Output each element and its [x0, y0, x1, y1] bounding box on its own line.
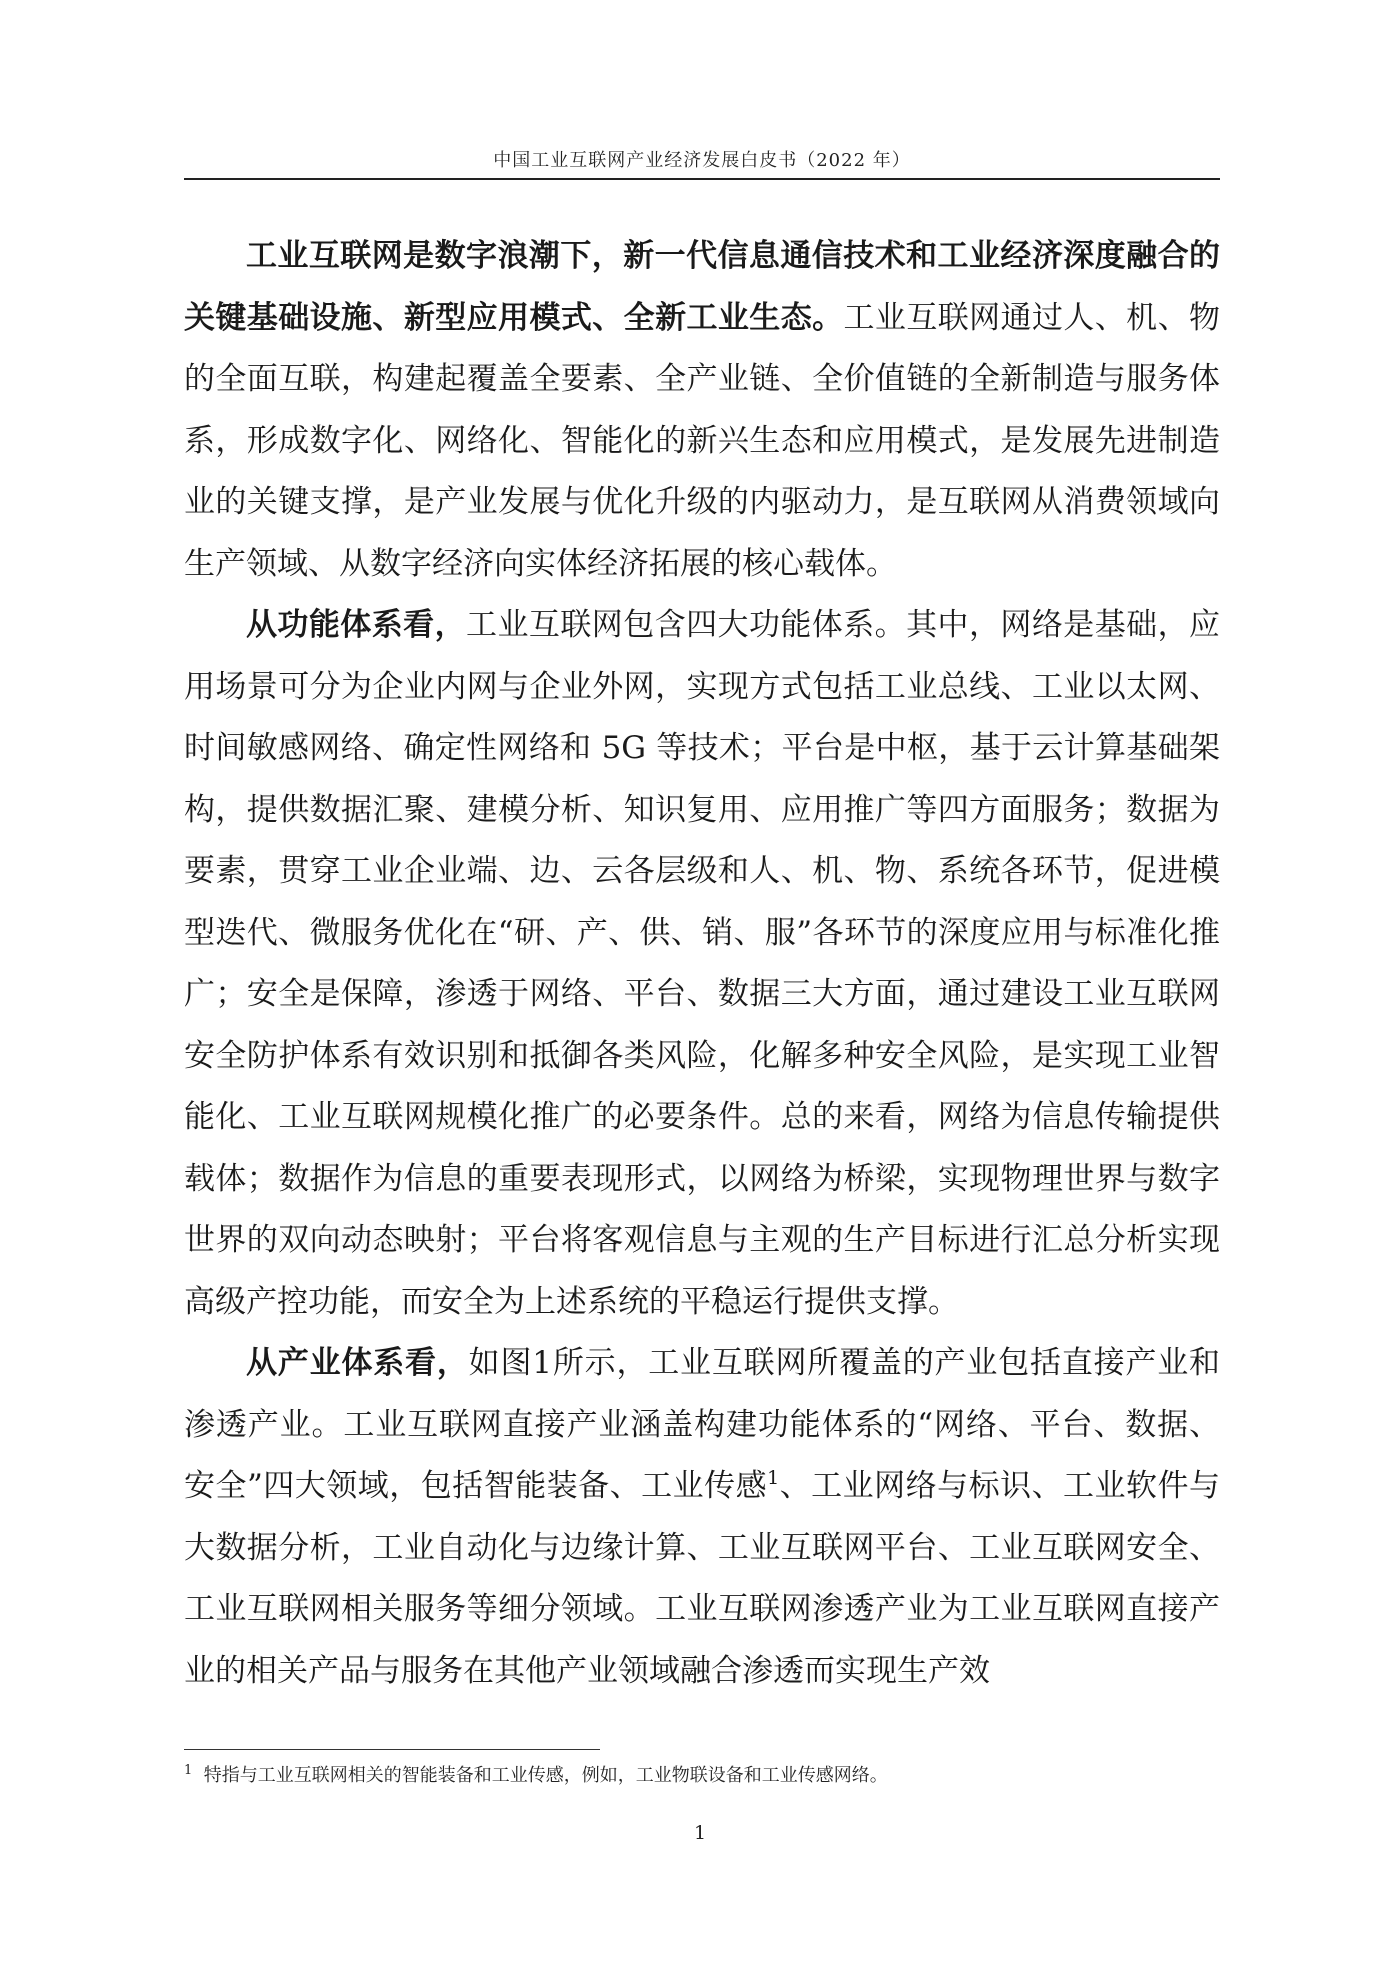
paragraph-lead: 从产业体系看，	[246, 1345, 469, 1381]
paragraph-overview	[184, 226, 1220, 595]
footnote-text: 特指与工业互联网相关的智能装备和工业传感，例如，工业物联设备和工业传感网络。	[203, 1765, 888, 1786]
paragraph-industry-system	[184, 1333, 1220, 1702]
paragraph-lead: 工业互联网是数字浪潮下，新一代信息通信技术和工业经济深度融合的关键基础设施、新型应用模式、全新工业生态。	[184, 238, 1220, 336]
header-rule	[184, 178, 1220, 180]
page-number: 1	[693, 1822, 707, 1844]
paragraph-text: 如图1所示，工业互联网所覆盖的产业包括直接产业和渗透产业。工业互联网直接产业涵盖构建功能体系的“网络、平台、数据、安全”四大领域，包括智能装备、工业传感	[184, 1345, 1220, 1504]
paragraph-text: 工业互联网通过人、机、物的全面互联，构建起覆盖全要素、全产业链、全价值链的全新制造与服务体系，形成数字化、网络化、智能化的新兴生态和应用模式，是发展先进制造业的关键支撑，是产业发展与优化升级的内驱动力，是互联网从消费领域向生产领域、从数字经济向实体经济拓展的核心载体。	[184, 299, 1220, 582]
paragraph-functional-system	[184, 595, 1220, 1333]
footnote-reference[interactable]: 1	[767, 1467, 780, 1489]
footnote-marker: 1	[184, 1763, 193, 1778]
paragraph-text: 、工业网络与标识、工业软件与大数据分析，工业自动化与边缘计算、工业互联网平台、工业互联网安全、工业互联网相关服务等细分领域。工业互联网渗透产业为工业互联网直接产业的相关产品与服务在其他产业领域融合渗透而实现生产效	[184, 1468, 1220, 1689]
running-header: 中国工业互联网产业经济发展白皮书（2022 年）	[493, 150, 911, 171]
paragraph-lead: 从功能体系看，	[246, 607, 467, 643]
footnote	[184, 1762, 1220, 1790]
footnote-rule	[184, 1749, 600, 1750]
paragraph-text: 工业互联网包含四大功能体系。其中，网络是基础，应用场景可分为企业内网与企业外网，实现方式包括工业总线、工业以太网、时间敏感网络、确定性网络和 5G 等技术；平台是中枢，基于云计算基础架构，提供数据汇聚、建模分析、知识复用、应用推广等四方面服务；数据为要素，贯穿工业企业端、边、云各层级和人、机、物、系统各环节，促进模型迭代、微服务优化在“研、产、供、销、服”各环节的深度应用与标准化推广；安全是保障，渗透于网络、平台、数据三大方面，通过建设工业互联网安全防护体系有效识别和抵御各类风险，化解多种安全风险，是实现工业智能化、工业互联网规模化推广的必要条件。总的来看，网络为信息传输提供载体；数据作为信息的重要表现形式，以网络为桥梁，实现物理世界与数字世界的双向动态映射；平台将客观信息与主观的生产目标进行汇总分析实现高级产控功能，而安全为上述系统的平稳运行提供支撑。	[184, 607, 1221, 1320]
body-text	[184, 226, 1220, 1702]
